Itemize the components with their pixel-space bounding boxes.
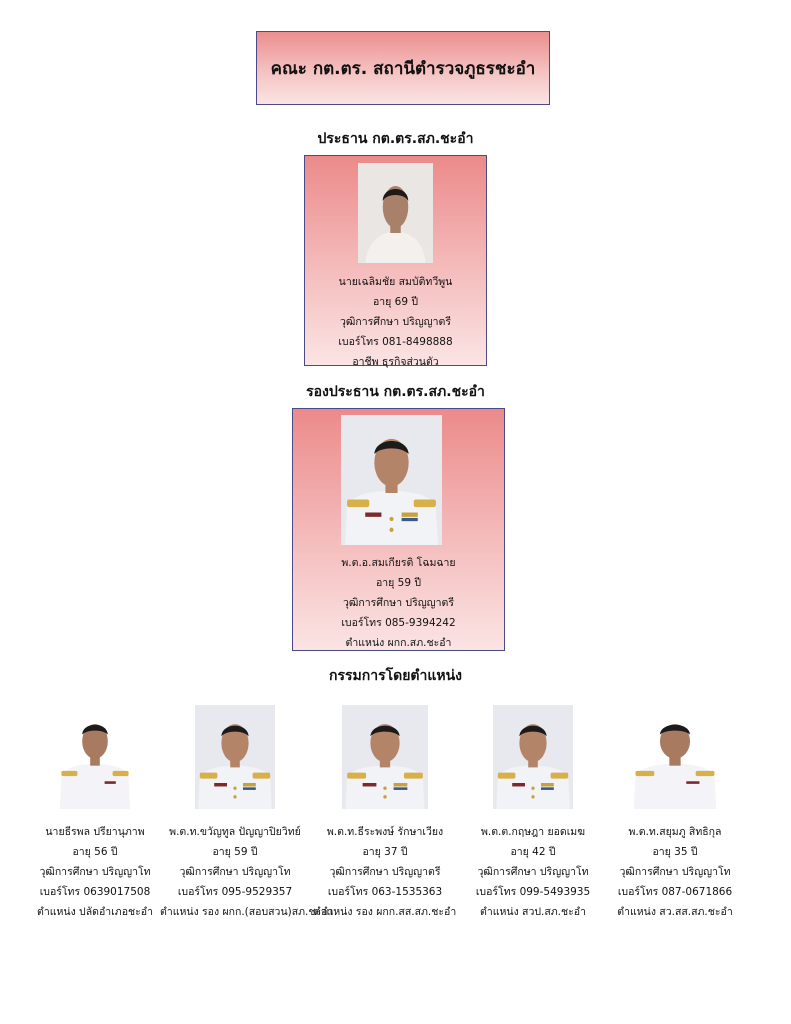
chairman-phone: เบอร์โทร 081-8498888 [338,336,453,348]
member-position: ตำแหน่ง รอง ผกก.สส.สภ.ชะอำ [313,906,457,918]
member-age: อายุ 37 ปี [362,846,408,858]
member-info [600,822,750,922]
member-phone: เบอร์โทร 087-0671866 [617,886,733,898]
vice-chairman-age: อายุ 59 ปี [375,577,422,589]
member-photo [55,705,135,809]
member-age: อายุ 42 ปี [510,846,556,858]
page-title: คณะ กต.ตร. สถานีตำรวจภูธรชะอำ [256,31,550,105]
member-photo [195,705,275,809]
member-phone: เบอร์โทร 063-1535363 [327,886,443,898]
member-phone: เบอร์โทร 0639017508 [39,886,151,898]
member-position: ตำแหน่ง สว.สส.สภ.ชะอำ [617,906,733,918]
vice-chairman-photo [341,415,442,545]
chairman-name: นายเฉลิมชัย สมบัติทวีพูน [338,276,453,288]
member-position: ตำแหน่ง สวป.สภ.ชะอำ [480,906,586,918]
committee-member [160,705,334,922]
member-info [458,822,608,922]
committee-member [458,705,608,922]
chairman-photo [358,163,433,263]
member-phone: เบอร์โทร 099-5493935 [475,886,591,898]
member-photo [342,705,428,809]
vice-chairman-heading: รองประธาน กต.ตร.สภ.ชะอำ [306,384,485,400]
member-photo [493,705,573,809]
member-position: ตำแหน่ง ปลัดอำเภอชะอำ [37,906,153,918]
member-education: วุฒิการศึกษา ปริญญาตรี [329,866,441,878]
member-name: นายธีรพล ปรียานุภาพ [45,826,145,838]
member-name: พ.ต.ท.สยุมภู สิทธิกุล [628,826,722,838]
member-position: ตำแหน่ง รอง ผกก.(สอบสวน)สภ.ชะอำ [160,906,334,918]
member-education: วุฒิการศึกษา ปริญญาโท [39,866,151,878]
committee-member [600,705,750,922]
member-phone: เบอร์โทร 095-9529357 [177,886,293,898]
member-name: พ.ต.ต.กฤษฎา ยอดเมฆ [480,826,586,838]
vice-chairman-position: ตำแหน่ง ผกก.สภ.ชะอำ [345,637,452,649]
member-age: อายุ 59 ปี [212,846,258,858]
vice-chairman-info [293,553,504,653]
vice-chairman-name: พ.ต.อ.สมเกียรติ โฉมฉาย [341,557,456,569]
member-education: วุฒิการศึกษา ปริญญาโท [477,866,589,878]
chairman-age: อายุ 69 ปี [372,296,419,308]
member-info [310,822,460,922]
member-name: พ.ต.ท.ขวัญทูล ปัญญาปิยวิทย์ [169,826,301,838]
chairman-occupation: อาชีพ ธุรกิจส่วนตัว [352,356,439,368]
vice-chairman-card [292,408,505,651]
chairman-education: วุฒิการศึกษา ปริญญาตรี [339,316,451,328]
member-info [20,822,170,922]
chairman-heading: ประธาน กต.ตร.สภ.ชะอำ [317,131,474,147]
member-age: อายุ 56 ปี [72,846,118,858]
member-education: วุฒิการศึกษา ปริญญาโท [619,866,731,878]
chairman-card [304,155,487,366]
member-education: วุฒิการศึกษา ปริญญาโท [179,866,291,878]
member-name: พ.ต.ท.ธีระพงษ์ รักษาเวียง [326,826,444,838]
vice-chairman-phone: เบอร์โทร 085-9394242 [341,617,456,629]
vice-chairman-education: วุฒิการศึกษา ปริญญาตรี [342,597,454,609]
committee-member [20,705,170,922]
committee-member [310,705,460,922]
member-photo [628,705,722,809]
committee-heading: กรรมการโดยตำแหน่ง [328,668,463,684]
member-age: อายุ 35 ปี [652,846,698,858]
member-info [160,822,334,922]
chairman-info [305,272,486,372]
